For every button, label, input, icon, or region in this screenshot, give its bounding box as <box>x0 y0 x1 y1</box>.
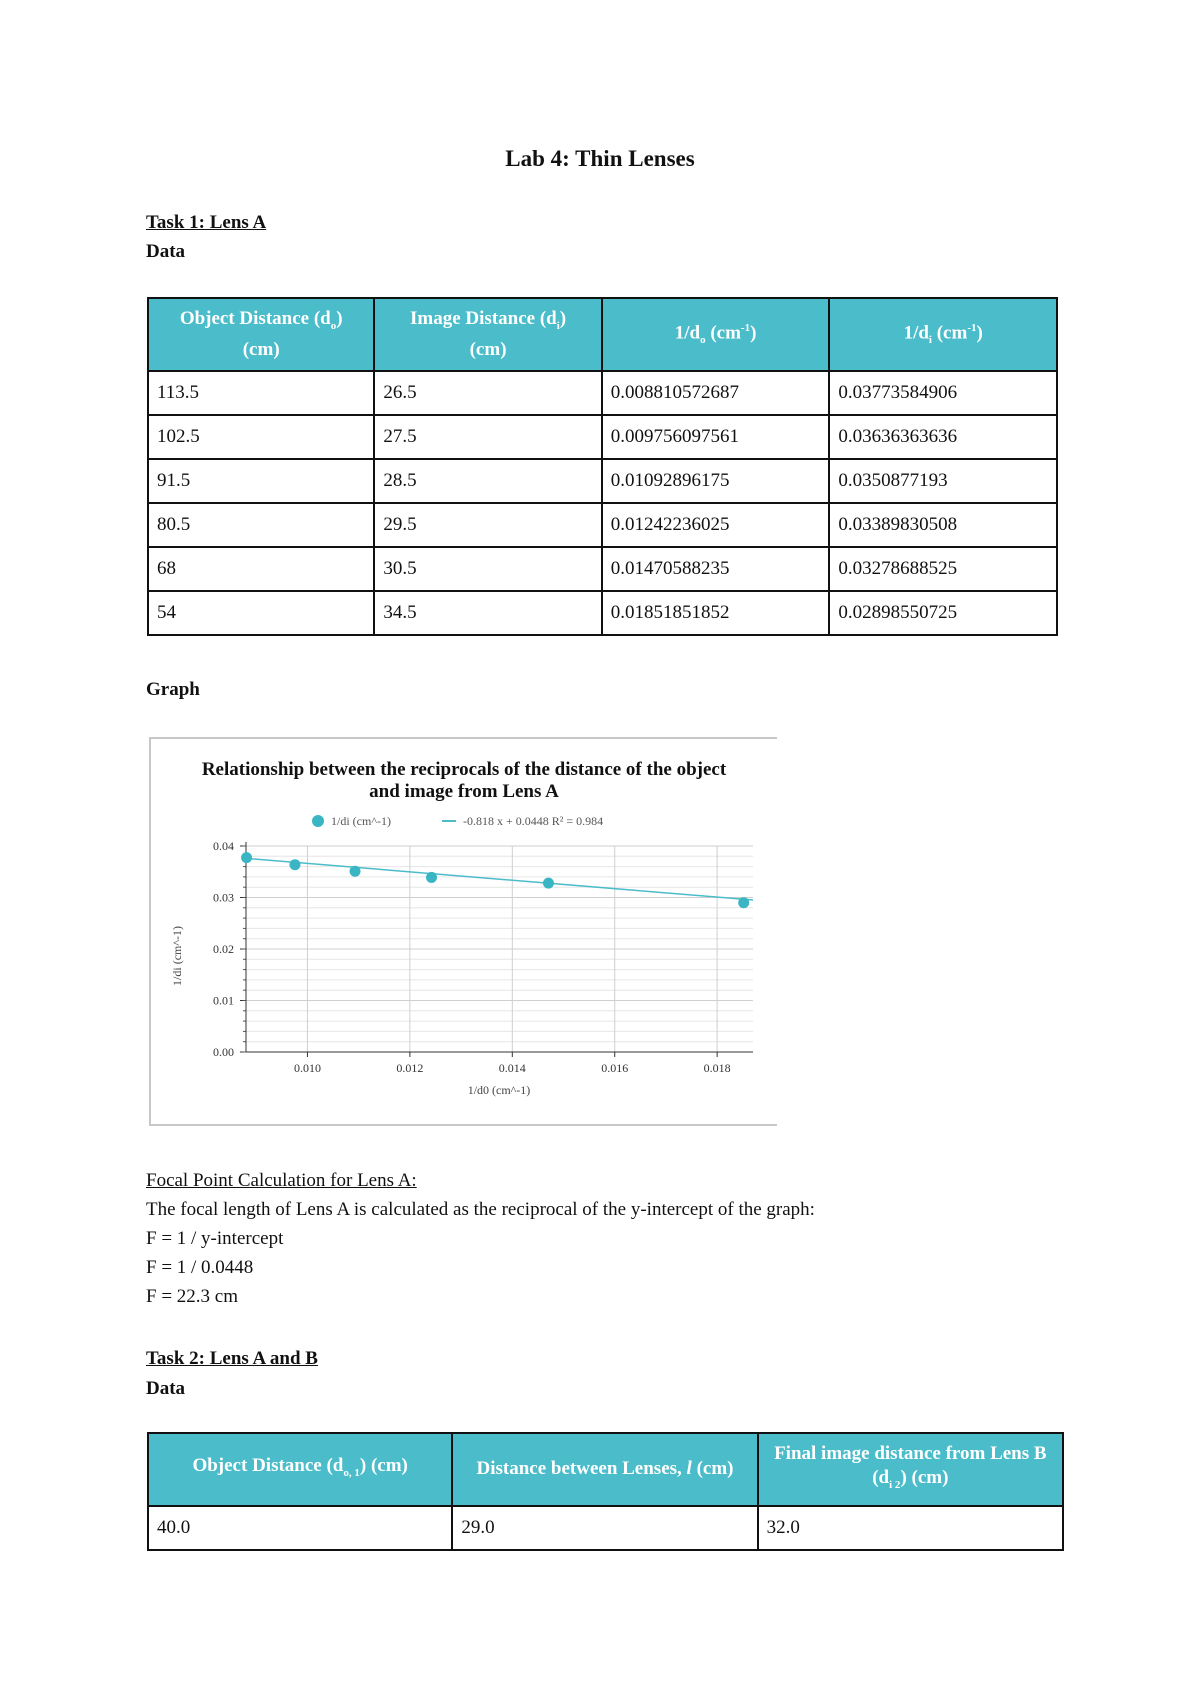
cell-final-image-distance: 32.0 <box>758 1506 1063 1550</box>
header-reciprocal-object: $1/d_o$ $(cm^{-1})$ <box>602 298 830 371</box>
cell-reciprocal-object: 0.008810572687 <box>602 371 830 415</box>
table-row <box>148 415 1057 459</box>
cell-image-distance: 30.5 <box>374 547 601 591</box>
page-title: Lab 4: Thin Lenses <box>505 146 695 171</box>
focal-line-4: F = 22.3 cm <box>146 1286 238 1307</box>
chart-trendline-group <box>246 858 753 900</box>
focal-calculation <box>146 1166 815 1311</box>
chart-svg <box>151 739 777 1124</box>
cell-object-distance: 68 <box>148 547 374 591</box>
focal-line-2: F = 1 / y-intercept <box>146 1228 284 1249</box>
table-row <box>148 1506 1063 1550</box>
chart-axes <box>213 839 753 1075</box>
cell-image-distance: 27.5 <box>374 415 601 459</box>
chart-container <box>149 737 777 1126</box>
table-row <box>148 371 1057 415</box>
task2-heading: Task 2: Lens A and B <box>146 1348 318 1369</box>
data-point <box>241 852 252 863</box>
cell-reciprocal-image: 0.03773584906 <box>829 371 1057 415</box>
y-tick-label: 0.04 <box>213 839 234 853</box>
chart-points <box>241 852 749 908</box>
data-point <box>289 859 300 870</box>
cell-object-distance: 113.5 <box>148 371 374 415</box>
cell-reciprocal-image: 0.0350877193 <box>829 459 1057 503</box>
table-row <box>148 547 1057 591</box>
chart-title: Relationship between the reciprocals of the distance of the object and image from Lens A <box>201 759 727 802</box>
chart-grid <box>246 846 753 1052</box>
header-object-distance-1: Object Distance $(d_{o, 1})$ (cm) <box>148 1433 452 1506</box>
chart-x-axis-label: 1/d0 (cm^-1) <box>467 1083 531 1097</box>
header-distance-between-lenses: Distance between Lenses, l (cm) <box>452 1433 757 1506</box>
cell-reciprocal-image: 0.03636363636 <box>829 415 1057 459</box>
task2-data-label: Data <box>146 1378 186 1399</box>
cell-image-distance: 29.5 <box>374 503 601 547</box>
data-point <box>426 872 437 883</box>
data-point <box>738 897 749 908</box>
data-point <box>543 878 554 889</box>
cell-image-distance: 26.5 <box>374 371 601 415</box>
header-image-distance: Image Distance $(d_i)$ (cm) <box>374 298 601 371</box>
focal-line-1: The focal length of Lens A is calculated as the reciprocal of the y-intercept of the graph: <box>146 1199 815 1220</box>
x-tick-label: 0.016 <box>601 1061 629 1075</box>
y-tick-label: 0.03 <box>213 890 234 905</box>
header-reciprocal-image: $1/d_i$ $(cm^{-1})$ <box>829 298 1057 371</box>
table-row <box>148 459 1057 503</box>
data-point <box>350 866 361 877</box>
y-tick-label: 0.00 <box>213 1045 234 1059</box>
task1-header-row <box>148 298 1057 371</box>
chart-legend <box>312 814 603 828</box>
trendline <box>246 858 753 900</box>
table-row <box>148 503 1057 547</box>
cell-image-distance: 34.5 <box>374 591 601 635</box>
x-tick-label: 0.018 <box>703 1061 731 1075</box>
x-tick-label: 0.010 <box>293 1061 321 1075</box>
focal-line-3: F = 1 / 0.0448 <box>146 1257 254 1278</box>
y-tick-label: 0.01 <box>213 993 234 1008</box>
cell-reciprocal-image: 0.03278688525 <box>829 547 1057 591</box>
chart-y-axis-label: 1/di (cm^-1) <box>170 926 184 986</box>
task1-data-label: Data <box>146 241 186 262</box>
legend-series-marker <box>312 815 324 827</box>
cell-reciprocal-object: 0.01470588235 <box>602 547 830 591</box>
header-final-image-distance: Final image distance from Lens B $(d_{i 2})$ (cm) <box>758 1433 1063 1506</box>
task2-header-row <box>148 1433 1063 1506</box>
x-tick-label: 0.012 <box>396 1061 424 1075</box>
y-tick-label: 0.02 <box>213 942 234 956</box>
task2-data-table <box>147 1432 1064 1551</box>
cell-object-distance-1: 40.0 <box>148 1506 452 1550</box>
cell-reciprocal-object: 0.01851851852 <box>602 591 830 635</box>
legend-trend-label: -0.818 x + 0.0448 R² = 0.984 <box>463 814 604 828</box>
legend-series-label: 1/di (cm^-1) <box>331 814 391 828</box>
cell-object-distance: 54 <box>148 591 374 635</box>
header-object-distance: Object Distance $(d_o)$ (cm) <box>148 298 374 371</box>
cell-reciprocal-image: 0.03389830508 <box>829 503 1057 547</box>
cell-object-distance: 102.5 <box>148 415 374 459</box>
cell-reciprocal-object: 0.009756097561 <box>602 415 830 459</box>
cell-reciprocal-object: 0.01242236025 <box>602 503 830 547</box>
cell-distance-between-lenses: 29.0 <box>452 1506 757 1550</box>
cell-reciprocal-object: 0.01092896175 <box>602 459 830 503</box>
task1-heading: Task 1: Lens A <box>146 212 267 233</box>
cell-object-distance: 91.5 <box>148 459 374 503</box>
graph-label: Graph <box>146 679 200 700</box>
table-row <box>148 591 1057 635</box>
cell-image-distance: 28.5 <box>374 459 601 503</box>
cell-reciprocal-image: 0.02898550725 <box>829 591 1057 635</box>
focal-heading: Focal Point Calculation for Lens A: <box>146 1170 417 1191</box>
task1-data-table <box>147 297 1058 636</box>
cell-object-distance: 80.5 <box>148 503 374 547</box>
x-tick-label: 0.014 <box>498 1061 526 1075</box>
